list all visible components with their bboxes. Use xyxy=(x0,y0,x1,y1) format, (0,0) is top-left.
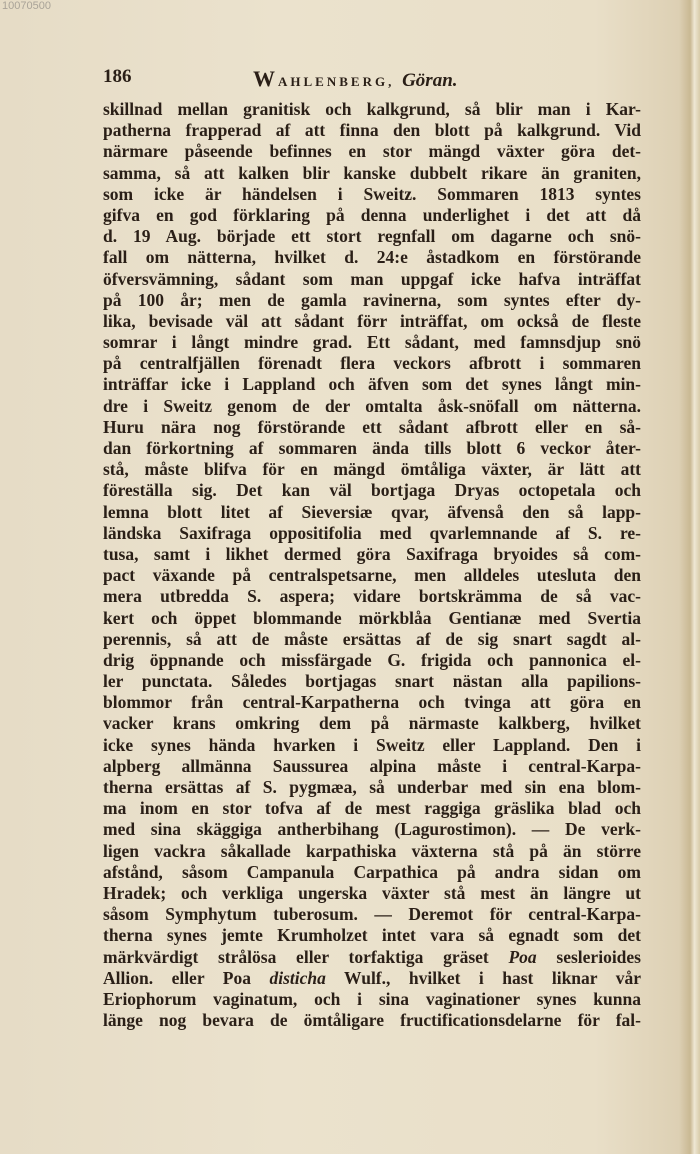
text-line: lika, bevisade väl att sådant förr inträffat, om också de fleste xyxy=(103,310,641,331)
text-line: fall om nätterna, hvilket d. 24:e åstadkom en förstörande xyxy=(103,247,641,268)
scan-id: 10070500 xyxy=(2,0,51,12)
text-segment: märkvärdigt strålösa eller torfaktiga gräset xyxy=(103,946,509,967)
text-line: ligen vackra såkallade karpathiska växterna stå på än större xyxy=(103,840,641,861)
text-line: pact växande på centralspetsarne, men alldeles utesluta den xyxy=(103,565,641,586)
text-line: tusa, samt i likhet dermed göra Saxifraga bryoides så com- xyxy=(103,543,641,564)
text-line: närmare påseende befinnes en stor mängd växter göra det- xyxy=(103,141,641,162)
text-line: somrar i långt mindre grad. Ett sådant, med famnsdjup snö xyxy=(103,332,641,353)
text-line xyxy=(103,947,641,968)
text-line: therna ersättas af S. pygmæa, så underbar med sin ena blom- xyxy=(103,777,641,797)
text-segment: Allion. eller Poa xyxy=(103,967,270,988)
text-line: öfversvämning, sådant som man uppgaf icke hafva inträffat xyxy=(103,268,641,289)
italic-text: Poa xyxy=(508,946,537,967)
text-line: inträffar icke i Lappland och äfven som det synes långt min- xyxy=(103,374,641,395)
text-segment: Wulf., hvilket i hast liknar vår xyxy=(325,967,641,988)
text-line: vacker krans omkring dem på närmaste kalkberg, hvilket xyxy=(103,713,641,734)
text-line: dan förkortning af sommaren ända tills blott 6 veckor åter- xyxy=(103,438,641,458)
text-line: perennis, så att de måste ersättas af de sig snart sagdt al- xyxy=(103,628,641,649)
text-line: gifva en god förklaring på denna underlighet i det att då xyxy=(103,204,641,225)
text-line: alpberg allmänna Saussurea alpina måste i central-Karpa- xyxy=(103,755,641,776)
text-line: stå, måste blifva för en mängd ömtåliga växter, är lätt att xyxy=(103,459,641,480)
text-segment: seslerioides xyxy=(536,946,641,967)
text-line: mera utbredda S. aspera; vidare bortskrämma de så vac- xyxy=(103,586,641,607)
text-line: såsom Symphytum tuberosum. — Deremot för central-Karpa- xyxy=(103,904,641,925)
running-head xyxy=(253,66,458,92)
text-line: Huru nära nog förstörande ett sådant afbrott eller en så- xyxy=(103,416,641,437)
italic-text: disticha xyxy=(269,967,326,988)
text-line: länge nog bevara de ömtåligare fructificationsdelarne för fal- xyxy=(103,1010,641,1031)
text-line: ler punctata. Således bortjagas snart nästan alla papilions- xyxy=(103,671,641,692)
text-line: ma inom en stor tofva af de mest raggiga gräslika blad och xyxy=(103,798,641,819)
text-line: therna synes jemte Krumholzet intet vara så egnadt som det xyxy=(103,925,641,946)
text-line: på centralfjällen förenadt flera veckors afbrott i sommaren xyxy=(103,353,641,374)
text-line: med sina skäggiga antherbihang (Lagurostimon). — De verk- xyxy=(103,819,641,840)
text-line: dre i Sweitz genom de der omtalta åsk-snöfall om nätterna. xyxy=(103,395,641,416)
page-number: 186 xyxy=(103,66,132,87)
text-line: Eriophorum vaginatum, och i sina vaginationer synes kunna xyxy=(103,988,641,1009)
text-line: drig öppnande och missfärgade G. frigida och pannonica el- xyxy=(103,649,641,670)
text-line: på 100 år; men de gamla ravinerna, som syntes efter dy- xyxy=(103,289,641,310)
text-line: som icke är händelsen i Sweitz. Sommaren 1813 syntes xyxy=(103,183,641,204)
text-line: föreställa sig. Det kan väl bortjaga Dryas octopetala och xyxy=(103,480,641,501)
text-line: lemna blott litet af Sieversiæ qvar, äfvenså den så lapp- xyxy=(103,501,641,522)
text-line: kert och öppet blommande mörkblåa Gentianæ med Svertia xyxy=(103,607,641,628)
text-line: Hradek; och verkliga ungerska växter stå mest än längre ut xyxy=(103,882,641,903)
text-line: skillnad mellan granitisk och kalkgrund, så blir man i Kar- xyxy=(103,99,641,119)
text-line: samma, så att kalken blir kanske dubbelt rikare än graniten, xyxy=(103,162,641,183)
text-line: patherna frapperad af att finna den blott på kalkgrund. Vid xyxy=(103,120,641,141)
text-line: afstånd, såsom Campanula Carpathica på andra sidan om xyxy=(103,861,641,882)
text-line: ländska Saxifraga oppositifolia med qvarlemnande af S. re- xyxy=(103,522,641,543)
body-text xyxy=(103,99,641,1031)
running-head-italic: Göran. xyxy=(402,70,458,91)
text-line: blommor från central-Karpatherna och tvinga att göra en xyxy=(103,692,641,713)
running-head-smallcaps: AHLENBERG, xyxy=(278,74,395,89)
text-line xyxy=(103,968,641,989)
text-line: d. 19 Aug. började ett stort regnfall om dagarne och snö- xyxy=(103,226,641,247)
page-header xyxy=(103,66,641,92)
text-line: icke synes hända hvarken i Sweitz eller Lappland. Den i xyxy=(103,734,641,755)
running-head-cap: W xyxy=(253,66,278,91)
